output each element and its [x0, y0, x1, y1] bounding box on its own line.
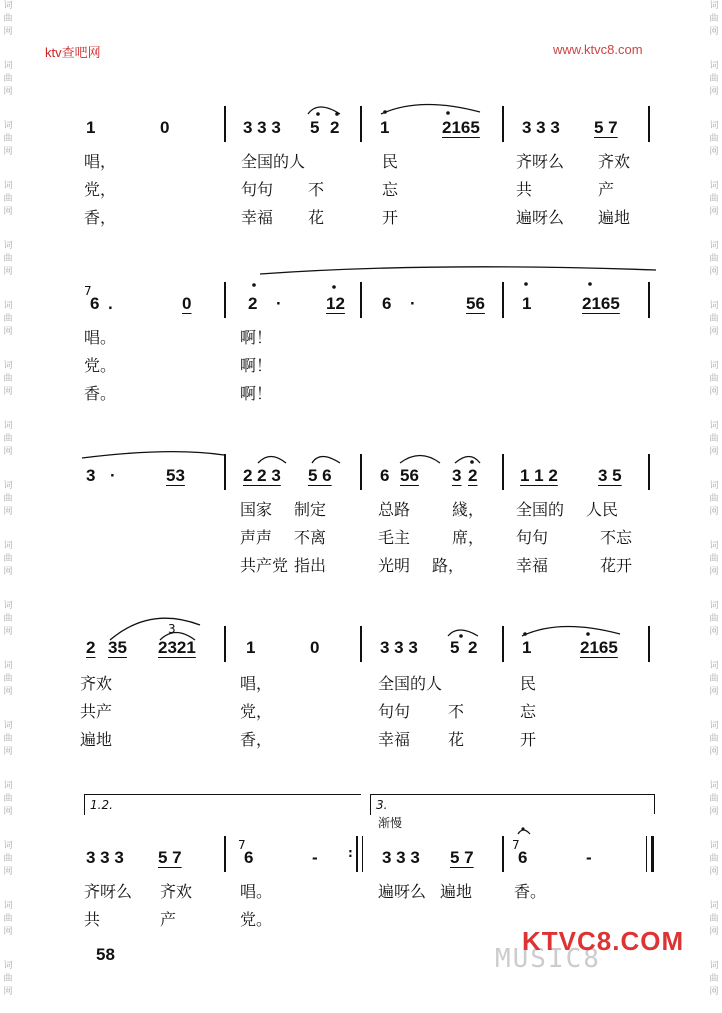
- lyric: 唱。: [84, 328, 117, 347]
- lyric: 毛主: [378, 528, 411, 547]
- note: 56: [400, 466, 419, 485]
- grace-note: 7: [512, 838, 520, 852]
- note: 2 2 3: [243, 466, 281, 485]
- lyric: 民: [520, 674, 537, 693]
- octave-dot: [316, 112, 320, 116]
- site-logo: KTVC8.COM: [522, 926, 685, 956]
- note: 6: [90, 294, 100, 313]
- lyric: 花: [308, 208, 325, 227]
- right-watermark-strip: 词曲网 词曲网 词曲网 词曲网 词曲网 词曲网 词曲网 词曲网 词曲网 词曲网 词曲网 词曲网 词曲网 词曲网 词曲网 词曲网 词曲网: [709, 1, 719, 997]
- volta-bracket-2: [370, 794, 655, 815]
- octave-dot: [332, 285, 336, 289]
- octave-dot: [523, 632, 527, 636]
- lyric: 啊！: [240, 328, 273, 347]
- note: 2: [468, 466, 478, 485]
- note: 5 7: [450, 848, 474, 867]
- bar-line: [502, 836, 504, 872]
- bar-line: [502, 626, 504, 662]
- note: 6: [518, 848, 528, 867]
- bar-line: [360, 454, 362, 490]
- lyric: 光明: [378, 556, 411, 575]
- lyric: 遍地: [80, 730, 113, 749]
- lyric: 唱。: [240, 882, 273, 901]
- note: 2165: [582, 294, 620, 313]
- note: 2321: [158, 638, 196, 657]
- note: 2165: [580, 638, 618, 657]
- note: 2: [330, 118, 340, 137]
- tempo-mark: 渐慢: [378, 816, 403, 830]
- note: 3 5: [598, 466, 622, 485]
- lyric: 齐呀么: [516, 152, 565, 171]
- note: .: [108, 294, 113, 313]
- lyric: 唱，: [240, 674, 273, 693]
- lyric: 总路: [378, 500, 411, 519]
- bar-line: [360, 282, 362, 318]
- note: -: [312, 848, 318, 867]
- note: 53: [166, 466, 185, 485]
- bar-line: [224, 626, 226, 662]
- slur-mark: [82, 452, 224, 458]
- slur-mark: [260, 267, 656, 274]
- lyric: 产: [160, 910, 177, 929]
- lyric: 开: [382, 208, 399, 227]
- note: 5 6: [308, 466, 332, 485]
- note: 3 3 3: [382, 848, 420, 867]
- watermark-ghost-logo: MUSIC8: [495, 944, 601, 974]
- lyric: 忘: [520, 702, 537, 721]
- bar-line: [648, 106, 650, 142]
- lyric: 花: [448, 730, 465, 749]
- note: 35: [108, 638, 127, 657]
- bar-line: [648, 454, 650, 490]
- note: 6: [380, 466, 390, 485]
- note: 2: [86, 638, 96, 657]
- volta-label-1: 1.2.: [90, 798, 113, 812]
- slur-mark: [400, 456, 440, 464]
- note: 0: [182, 294, 192, 313]
- lyric: 綫，: [452, 500, 485, 519]
- left-watermark-strip: 词曲网 词曲网 词曲网 词曲网 词曲网 词曲网 词曲网 词曲网 词曲网 词曲网 词曲网 词曲网 词曲网 词曲网 词曲网 词曲网 词曲网: [3, 1, 13, 997]
- lyric: 党。: [240, 910, 273, 929]
- octave-dot: [459, 634, 463, 638]
- note: 5 7: [158, 848, 182, 867]
- site-watermark-left[interactable]: ktv查吧网: [45, 45, 101, 60]
- lyric: 齐欢: [598, 152, 631, 171]
- lyric: 共产: [80, 702, 113, 721]
- lyric: 不忘: [600, 528, 633, 547]
- lyric: 路，: [432, 556, 465, 575]
- lyric: 句句: [378, 702, 411, 721]
- lyric: 党。: [84, 356, 117, 375]
- octave-dot: [446, 111, 450, 115]
- note: ·: [276, 294, 282, 313]
- note: 5: [450, 638, 460, 657]
- lyric: 全国的人: [241, 152, 306, 171]
- slur-mark: [110, 618, 200, 640]
- note: 3 3 3: [522, 118, 560, 137]
- grace-note: 7: [84, 284, 92, 298]
- bar-line: [502, 106, 504, 142]
- volta-bracket-1: [84, 794, 361, 815]
- note: 3: [452, 466, 462, 485]
- note: 1 1 2: [520, 466, 558, 485]
- lyric: 遍地: [598, 208, 631, 227]
- note: ·: [110, 466, 116, 485]
- volta-end: [654, 794, 655, 814]
- slur-mark: [258, 457, 286, 464]
- lyric: 国家: [240, 500, 273, 519]
- bar-line: [648, 626, 650, 662]
- slur-mark: [448, 630, 478, 636]
- note: 2165: [442, 118, 480, 137]
- note: 12: [326, 294, 345, 313]
- lyric: 不离: [294, 528, 327, 547]
- lyric: 啊！: [240, 384, 273, 403]
- lyric: 全国的人: [378, 674, 443, 693]
- lyric: 开: [520, 730, 537, 749]
- fermata-mark: [518, 830, 530, 834]
- lyric: 齐欢: [160, 882, 193, 901]
- note: 5 7: [594, 118, 618, 137]
- note: 3 3 3: [380, 638, 418, 657]
- page-number: 58: [96, 945, 115, 964]
- final-bar-line: [646, 836, 647, 872]
- bar-line: [360, 106, 362, 142]
- lyric: 遍地: [440, 882, 473, 901]
- lyric: 不: [308, 180, 325, 199]
- lyric: 席，: [452, 528, 485, 547]
- note: 1: [522, 294, 532, 313]
- note: 6: [244, 848, 254, 867]
- note: 1: [86, 118, 96, 137]
- lyric: 产: [598, 180, 615, 199]
- grace-note: 7: [238, 838, 246, 852]
- fermata-dot: [521, 827, 524, 830]
- repeat-dots: :: [348, 846, 353, 860]
- lyric: 花开: [600, 556, 633, 575]
- note: 2: [468, 638, 478, 657]
- slur-mark: [455, 457, 480, 464]
- lyric: 啊！: [240, 356, 273, 375]
- lyric: 香，: [84, 208, 117, 227]
- octave-dot: [586, 632, 590, 636]
- lyric: 共: [84, 910, 101, 929]
- slur-mark: [522, 626, 620, 636]
- lyric: 不: [448, 702, 465, 721]
- bar-line: [502, 282, 504, 318]
- note: 6: [382, 294, 392, 313]
- lyric: 齐呀么: [84, 882, 133, 901]
- slur-mark: [308, 107, 340, 114]
- note: 3 3 3: [86, 848, 124, 867]
- note: -: [586, 848, 592, 867]
- note: 1: [380, 118, 390, 137]
- note: 3 3 3: [243, 118, 281, 137]
- final-bar-line: [651, 836, 654, 872]
- lyric: 幸福: [378, 730, 411, 749]
- bar-line: [648, 282, 650, 318]
- octave-dot: [524, 282, 528, 286]
- lyric: 齐欢: [80, 674, 113, 693]
- note: 3: [86, 466, 96, 485]
- lyric: 幸福: [241, 208, 274, 227]
- lyric: 党，: [84, 180, 117, 199]
- bar-line: [224, 282, 226, 318]
- lyric: 遍呀么: [516, 208, 565, 227]
- triplet-mark: 3: [168, 622, 176, 636]
- repeat-bar-line: [362, 836, 363, 872]
- lyric: 唱，: [84, 152, 117, 171]
- note: 2: [248, 294, 258, 313]
- lyric: 人民: [586, 500, 619, 519]
- slur-mark: [312, 457, 340, 464]
- lyric: 香。: [84, 384, 117, 403]
- lyric: 香，: [240, 730, 273, 749]
- volta-label-2: 3.: [376, 798, 388, 812]
- note: ·: [410, 294, 416, 313]
- lyric: 遍呀么: [378, 882, 427, 901]
- lyric: 声声: [240, 528, 273, 547]
- bar-line: [224, 106, 226, 142]
- note: 0: [310, 638, 320, 657]
- lyric: 党，: [240, 702, 273, 721]
- slur-mark: [381, 104, 480, 114]
- lyric: 全国的: [516, 500, 565, 519]
- bar-line: [502, 454, 504, 490]
- lyric: 指出: [294, 556, 327, 575]
- lyric: 民: [382, 152, 399, 171]
- octave-dot: [252, 283, 256, 287]
- lyric: 句句: [516, 528, 549, 547]
- octave-dot: [335, 112, 339, 116]
- octave-dot: [470, 460, 474, 464]
- bar-line: [360, 626, 362, 662]
- note: 1: [522, 638, 532, 657]
- bar-line: [224, 836, 226, 872]
- octave-dot: [383, 110, 387, 114]
- note: 5: [310, 118, 320, 137]
- note: 0: [160, 118, 170, 137]
- lyric: 共: [516, 180, 533, 199]
- lyric: 幸福: [516, 556, 549, 575]
- lyric: 共产党: [240, 556, 289, 575]
- site-watermark-right[interactable]: www.ktvc8.com: [553, 42, 643, 57]
- lyric: 香。: [514, 882, 547, 901]
- lyric: 句句: [241, 180, 274, 199]
- lyric: 忘: [382, 180, 399, 199]
- bar-line: [224, 454, 226, 490]
- note: 56: [466, 294, 485, 313]
- repeat-bar-line: [356, 836, 358, 872]
- lyric: 制定: [294, 500, 327, 519]
- octave-dot: [588, 282, 592, 286]
- note: 1: [246, 638, 256, 657]
